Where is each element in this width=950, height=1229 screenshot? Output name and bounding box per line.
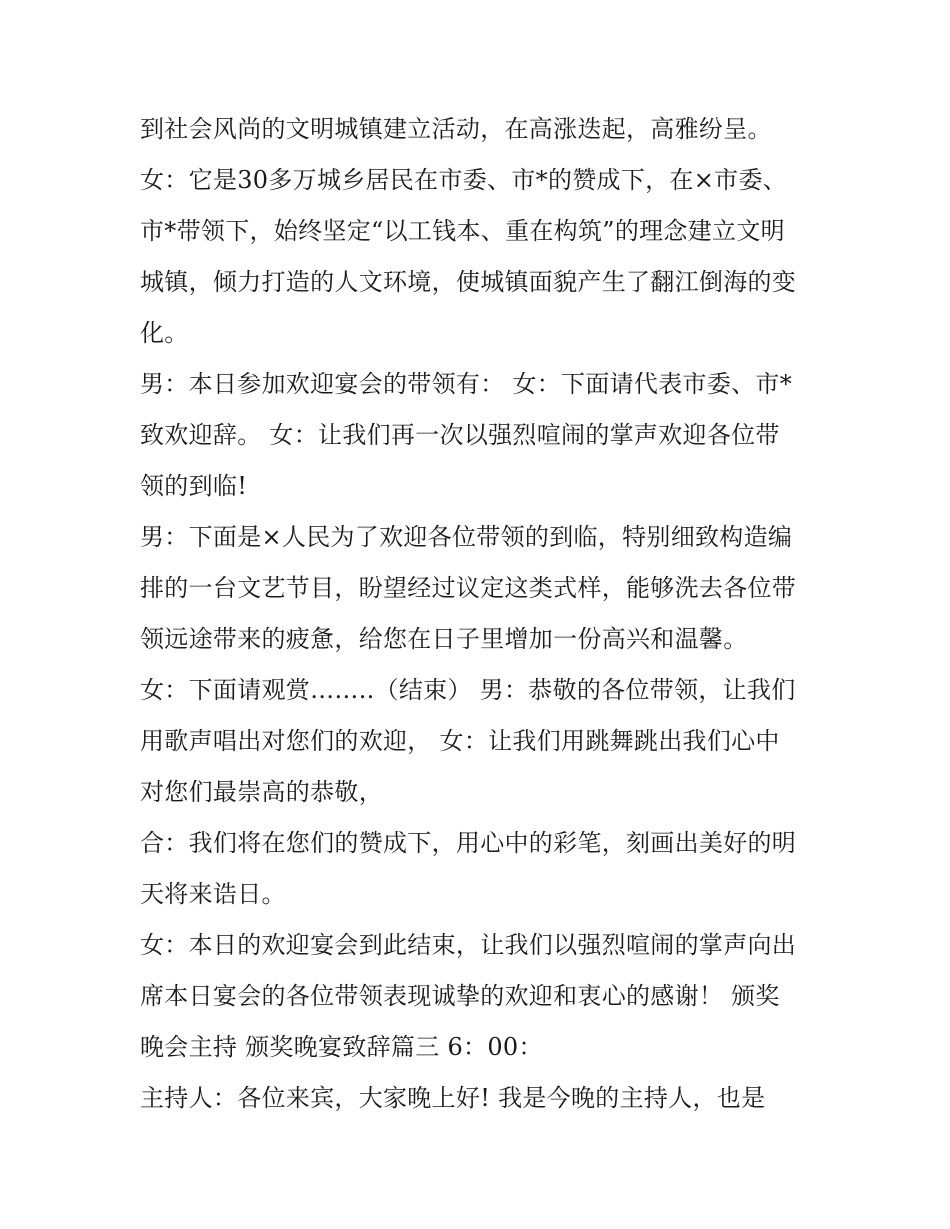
text-line: 排的一台文艺节目，盼望经过议定这类式样，能够洗去各位带 xyxy=(140,574,797,602)
text-line: 城镇，倾力打造的人文环境，使城镇面貌产生了翻江倒海的变 xyxy=(140,268,797,296)
text-line: 对您们最崇高的恭敬， xyxy=(140,778,383,806)
text-line: 主持人：各位来宾，大家晚上好! 我是今晚的主持人，也是 xyxy=(140,1084,766,1112)
text-line: 男：下面是×人民为了欢迎各位带领的到临，特别细致构造编 xyxy=(140,523,793,551)
text-line: 用歌声唱出对您们的欢迎， 女：让我们用跳舞跳出我们心中 xyxy=(140,727,780,755)
text-line: 合：我们将在您们的赞成下，用心中的彩笔，刻画出美好的明 xyxy=(140,829,797,857)
text-line: 女：本日的欢迎宴会到此结束，让我们以强烈喧闹的掌声向出 xyxy=(140,931,797,959)
text-line: 男：本日参加欢迎宴会的带领有： 女：下面请代表市委、市* xyxy=(140,370,793,398)
text-line: 女：它是30多万城乡居民在市委、市*的赞成下，在×市委、 xyxy=(140,166,788,194)
text-line: 天将来诰日。 xyxy=(140,880,286,908)
text-line: 领的到临! xyxy=(140,472,248,500)
text-line: 到社会风尚的文明城镇建立活动，在高涨迭起，高雅纷呈。 xyxy=(140,115,772,143)
text-line: 席本日宴会的各位带领表现诚挚的欢迎和衷心的感谢！ 颁奖 xyxy=(140,982,780,1010)
text-line: 女：下面请观赏……..（结束） 男：恭敬的各位带领，让我们 xyxy=(140,676,796,704)
text-line: 致欢迎辞。 女：让我们再一次以强烈喧闹的掌声欢迎各位带 xyxy=(140,421,780,449)
text-line: 化。 xyxy=(140,319,189,347)
text-line: 领远途带来的疲惫，给您在日子里增加一份高兴和温馨。 xyxy=(140,625,748,653)
document-body xyxy=(140,104,830,1124)
text-line: 市*带领下，始终坚定“以工钱本、重在构筑”的理念建立文明 xyxy=(140,217,785,245)
text-line: 晚会主持 颁奖晚宴致辞篇三 6：00： xyxy=(140,1033,543,1061)
